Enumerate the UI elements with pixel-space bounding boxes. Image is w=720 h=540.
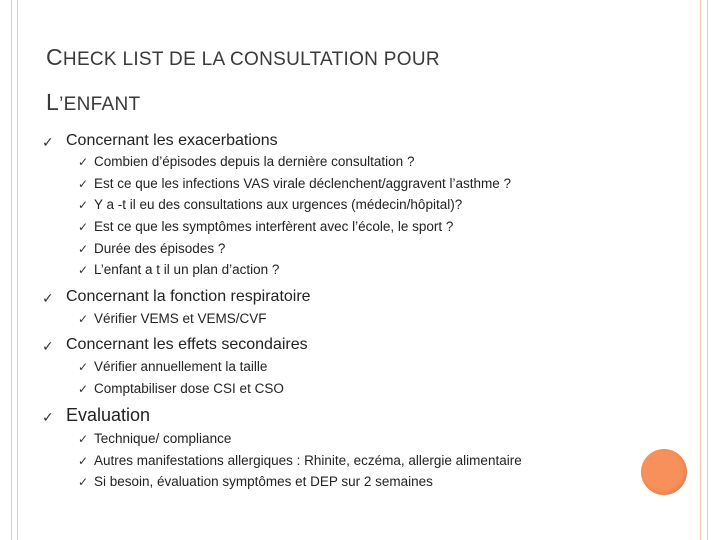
- list-item-text: Durée des épisodes ?: [94, 241, 226, 256]
- checkmark-icon: ✓: [78, 475, 89, 489]
- list-item-text: Technique/ compliance: [94, 431, 232, 446]
- checkmark-icon: ✓: [42, 338, 54, 354]
- title-rest: HECK LIST DE LA CONSULTATION POUR: [62, 49, 440, 70]
- checkmark-icon: ✓: [42, 134, 54, 150]
- list-item-text: Est ce que les infections VAS virale déclenchent/aggravent l’asthme ?: [94, 176, 511, 191]
- checkmark-icon: ✓: [78, 242, 89, 256]
- checkmark-icon: ✓: [78, 312, 89, 326]
- checkmark-icon: ✓: [78, 177, 89, 191]
- title-rest: ’ENFANT: [59, 94, 141, 115]
- checkmark-icon: ✓: [42, 409, 54, 425]
- list-item-text: L’enfant a t il un plan d’action ?: [94, 262, 280, 277]
- list-item-text: Comptabiliser dose CSI et CSO: [94, 381, 284, 396]
- list-item-text: Autres manifestations allergiques : Rhinite, eczéma, allergie alimentaire: [94, 453, 522, 468]
- checkmark-icon: ✓: [78, 432, 89, 446]
- checkmark-icon: ✓: [42, 290, 54, 306]
- list-item-text: Est ce que les symptômes interfèrent avec l’école, le sport ?: [94, 219, 454, 234]
- checkmark-icon: ✓: [78, 454, 89, 468]
- checkmark-icon: ✓: [78, 220, 89, 234]
- list-item-text: Combien d’épisodes depuis la dernière consultation ?: [94, 154, 415, 169]
- checkmark-icon: ✓: [78, 382, 89, 396]
- checkmark-icon: ✓: [78, 360, 89, 374]
- checkmark-icon: ✓: [78, 263, 89, 277]
- list-item-text: Si besoin, évaluation symptômes et DEP sur 2 semaines: [94, 474, 433, 489]
- checkmark-icon: ✓: [78, 198, 89, 212]
- section-heading-text: Concernant les exacerbations: [66, 132, 278, 149]
- section-heading-text: Evaluation: [66, 405, 151, 425]
- list-item-text: Vérifier VEMS et VEMS/CVF: [94, 311, 267, 326]
- title-initial: C: [46, 44, 63, 70]
- checkmark-icon: ✓: [78, 155, 89, 169]
- section-heading-text: Concernant les effets secondaires: [66, 336, 308, 353]
- section-heading-text: Concernant la fonction respiratoire: [66, 288, 311, 305]
- title-initial: L: [46, 89, 60, 115]
- list-item-text: Y a -t il eu des consultations aux urgences (médecin/hôpital)?: [94, 197, 463, 212]
- list-item-text: Vérifier annuellement la taille: [94, 359, 268, 374]
